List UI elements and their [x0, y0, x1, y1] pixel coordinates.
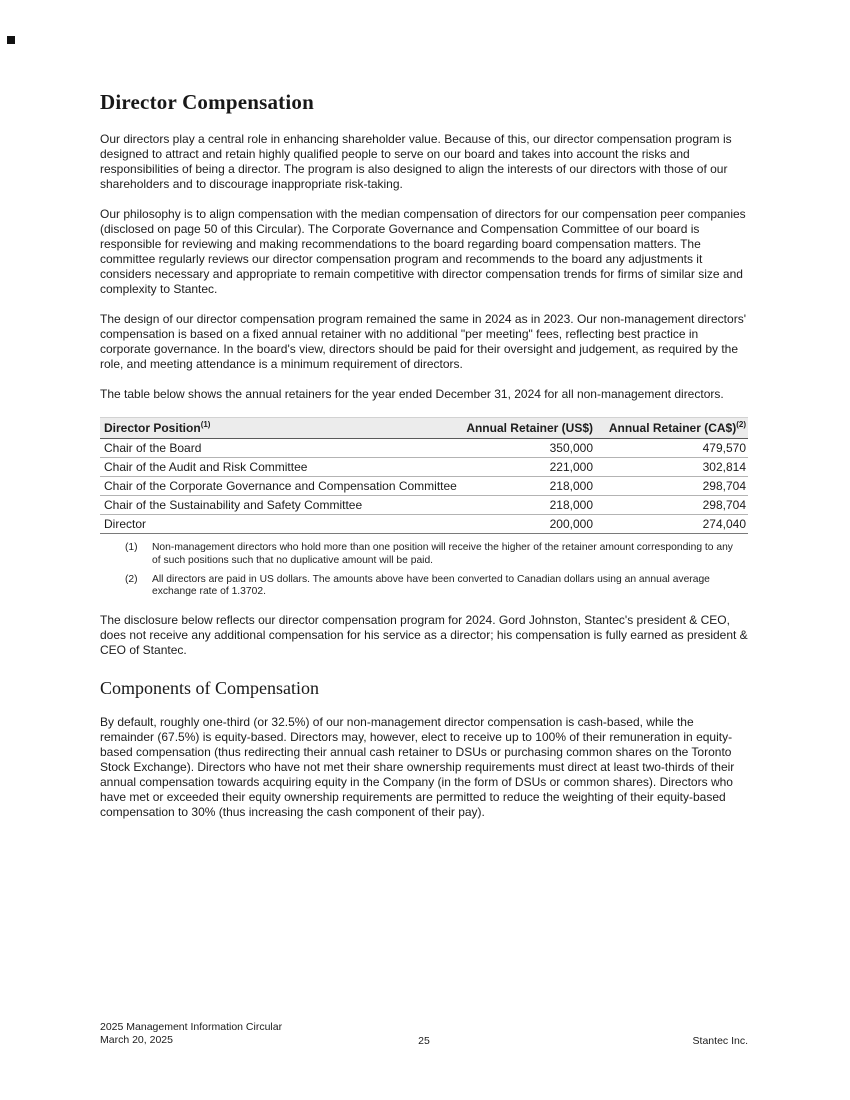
table-row	[100, 515, 748, 534]
column-header-retainer-ca	[595, 418, 748, 439]
footnote-1	[125, 542, 740, 568]
table-footnotes	[125, 542, 740, 599]
footnote-ref-2: (2)	[736, 420, 746, 429]
footnote-number: (1)	[125, 542, 138, 553]
cell-retainer-us: 218,000	[549, 498, 593, 512]
footer-document-info	[100, 1021, 282, 1046]
footer-date: March 20, 2025	[100, 1033, 173, 1046]
page-footer	[100, 1021, 748, 1047]
column-header-label: Director Position	[104, 421, 201, 435]
section-heading-components: Components of Compensation	[100, 678, 319, 699]
cell-position: Chair of the Board	[104, 441, 202, 455]
paragraph-table-intro: The table below shows the annual retainers for the year ended December 31, 2024 for all non-management directors.	[100, 387, 724, 401]
paragraph-disclosure: The disclosure below reflects our director compensation program for 2024. Gord Johnston, Stantec's president & CEO, does not receive any additional compensation for his service as a director; his compensation is fully earned as president & CEO of Stantec.	[100, 613, 748, 658]
table-row	[100, 477, 748, 496]
paragraph-program-design: The design of our director compensation program remained the same in 2024 as in 2023. Our non-management directors' compensation is based on a fixed annual retainer with no additional "per meeting" fees, reflecting best practice in corporate governance. In the board's view, directors should be paid for their oversight and judgement, as required by the role, and meeting attendance is a minimum requirement of directors.	[100, 312, 746, 371]
cell-retainer-ca: 302,814	[702, 460, 746, 474]
footnote-ref-1: (1)	[200, 420, 211, 429]
cell-position: Chair of the Sustainability and Safety Committee	[104, 498, 363, 512]
cell-retainer-ca: 298,704	[702, 498, 746, 512]
page-corner-mark	[7, 36, 15, 44]
footnote-text: All directors are paid in US dollars. The amounts above have been converted to Canadian dollars using an annual average exchange rate of 1.3702.	[152, 573, 710, 598]
column-header-director-position	[100, 418, 460, 439]
table-row	[100, 496, 748, 515]
cell-retainer-ca: 479,570	[702, 441, 746, 455]
cell-retainer-us: 200,000	[549, 517, 593, 531]
cell-retainer-us: 350,000	[549, 441, 593, 455]
paragraph-philosophy: Our philosophy is to align compensation with the median compensation of directors for our compensation peer companies (disclosed on page 50 of this Circular). The Corporate Governance and Compensation Committee of our board is responsible for reviewing and making recommendations to the board regarding board compensation matters. The committee regularly reviews our director compensation program and recommends to the board any adjustments it considers necessary and appropriate to remain competitive with director compensation trends for firms of similar size and complexity to Stantec.	[100, 207, 746, 296]
footnote-text: Non-management directors who hold more than one position will receive the higher of the retainer amount corresponding to any of such positions such that no duplicative amount will be paid.	[152, 542, 733, 566]
footer-circular-title: 2025 Management Information Circular	[100, 1021, 283, 1033]
column-header-label: Annual Retainer (US$)	[466, 421, 593, 435]
cell-position: Chair of the Audit and Risk Committee	[104, 460, 308, 474]
footer-company-name: Stantec Inc.	[692, 1034, 748, 1047]
table-header-row	[100, 418, 748, 439]
column-header-label: Annual Retainer (CA$)	[608, 421, 737, 435]
cell-retainer-ca: 274,040	[702, 517, 746, 531]
footnote-2	[125, 574, 740, 600]
cell-retainer-us: 218,000	[549, 479, 593, 493]
cell-retainer-us: 221,000	[549, 460, 593, 474]
footnote-number: (2)	[125, 573, 138, 585]
table-row	[100, 458, 748, 477]
page-title: Director Compensation	[100, 90, 314, 114]
cell-position: Director	[104, 517, 147, 531]
column-header-retainer-us	[460, 418, 595, 439]
paragraph-components: By default, roughly one-third (or 32.5%) of our non-management director compensation is cash-based, while the remainder (67.5%) is equity-based. Directors may, however, elect to receive up to 100% of their remuneration in equity-based compensation (thus redirecting their annual cash retainer to DSUs or purchasing common shares on the Toronto Stock Exchange). Directors who have not met their share ownership requirements must direct at least two-thirds of their annual compensation towards acquiring equity in the Company (in the form of DSUs or common shares). Directors who have met or exceeded their equity ownership requirements are permitted to reduce the weighting of their equity-based compensation to 30% (thus increasing the cash component of their pay).	[100, 715, 735, 820]
paragraph-intro: Our directors play a central role in enhancing shareholder value. Because of this, our director compensation program is designed to attract and retain highly qualified people to serve on our board and takes into account the risks and responsibilities of being a director. The program is also designed to align the interests of our directors with those of our shareholders and to discourage inappropriate risk-taking.	[100, 132, 732, 191]
annual-retainer-table	[100, 417, 748, 534]
table-row	[100, 439, 748, 458]
cell-retainer-ca: 298,704	[702, 479, 746, 493]
document-page	[100, 90, 748, 835]
footer-page-number: 25	[418, 1034, 430, 1047]
cell-position: Chair of the Corporate Governance and Compensation Committee	[104, 479, 457, 493]
